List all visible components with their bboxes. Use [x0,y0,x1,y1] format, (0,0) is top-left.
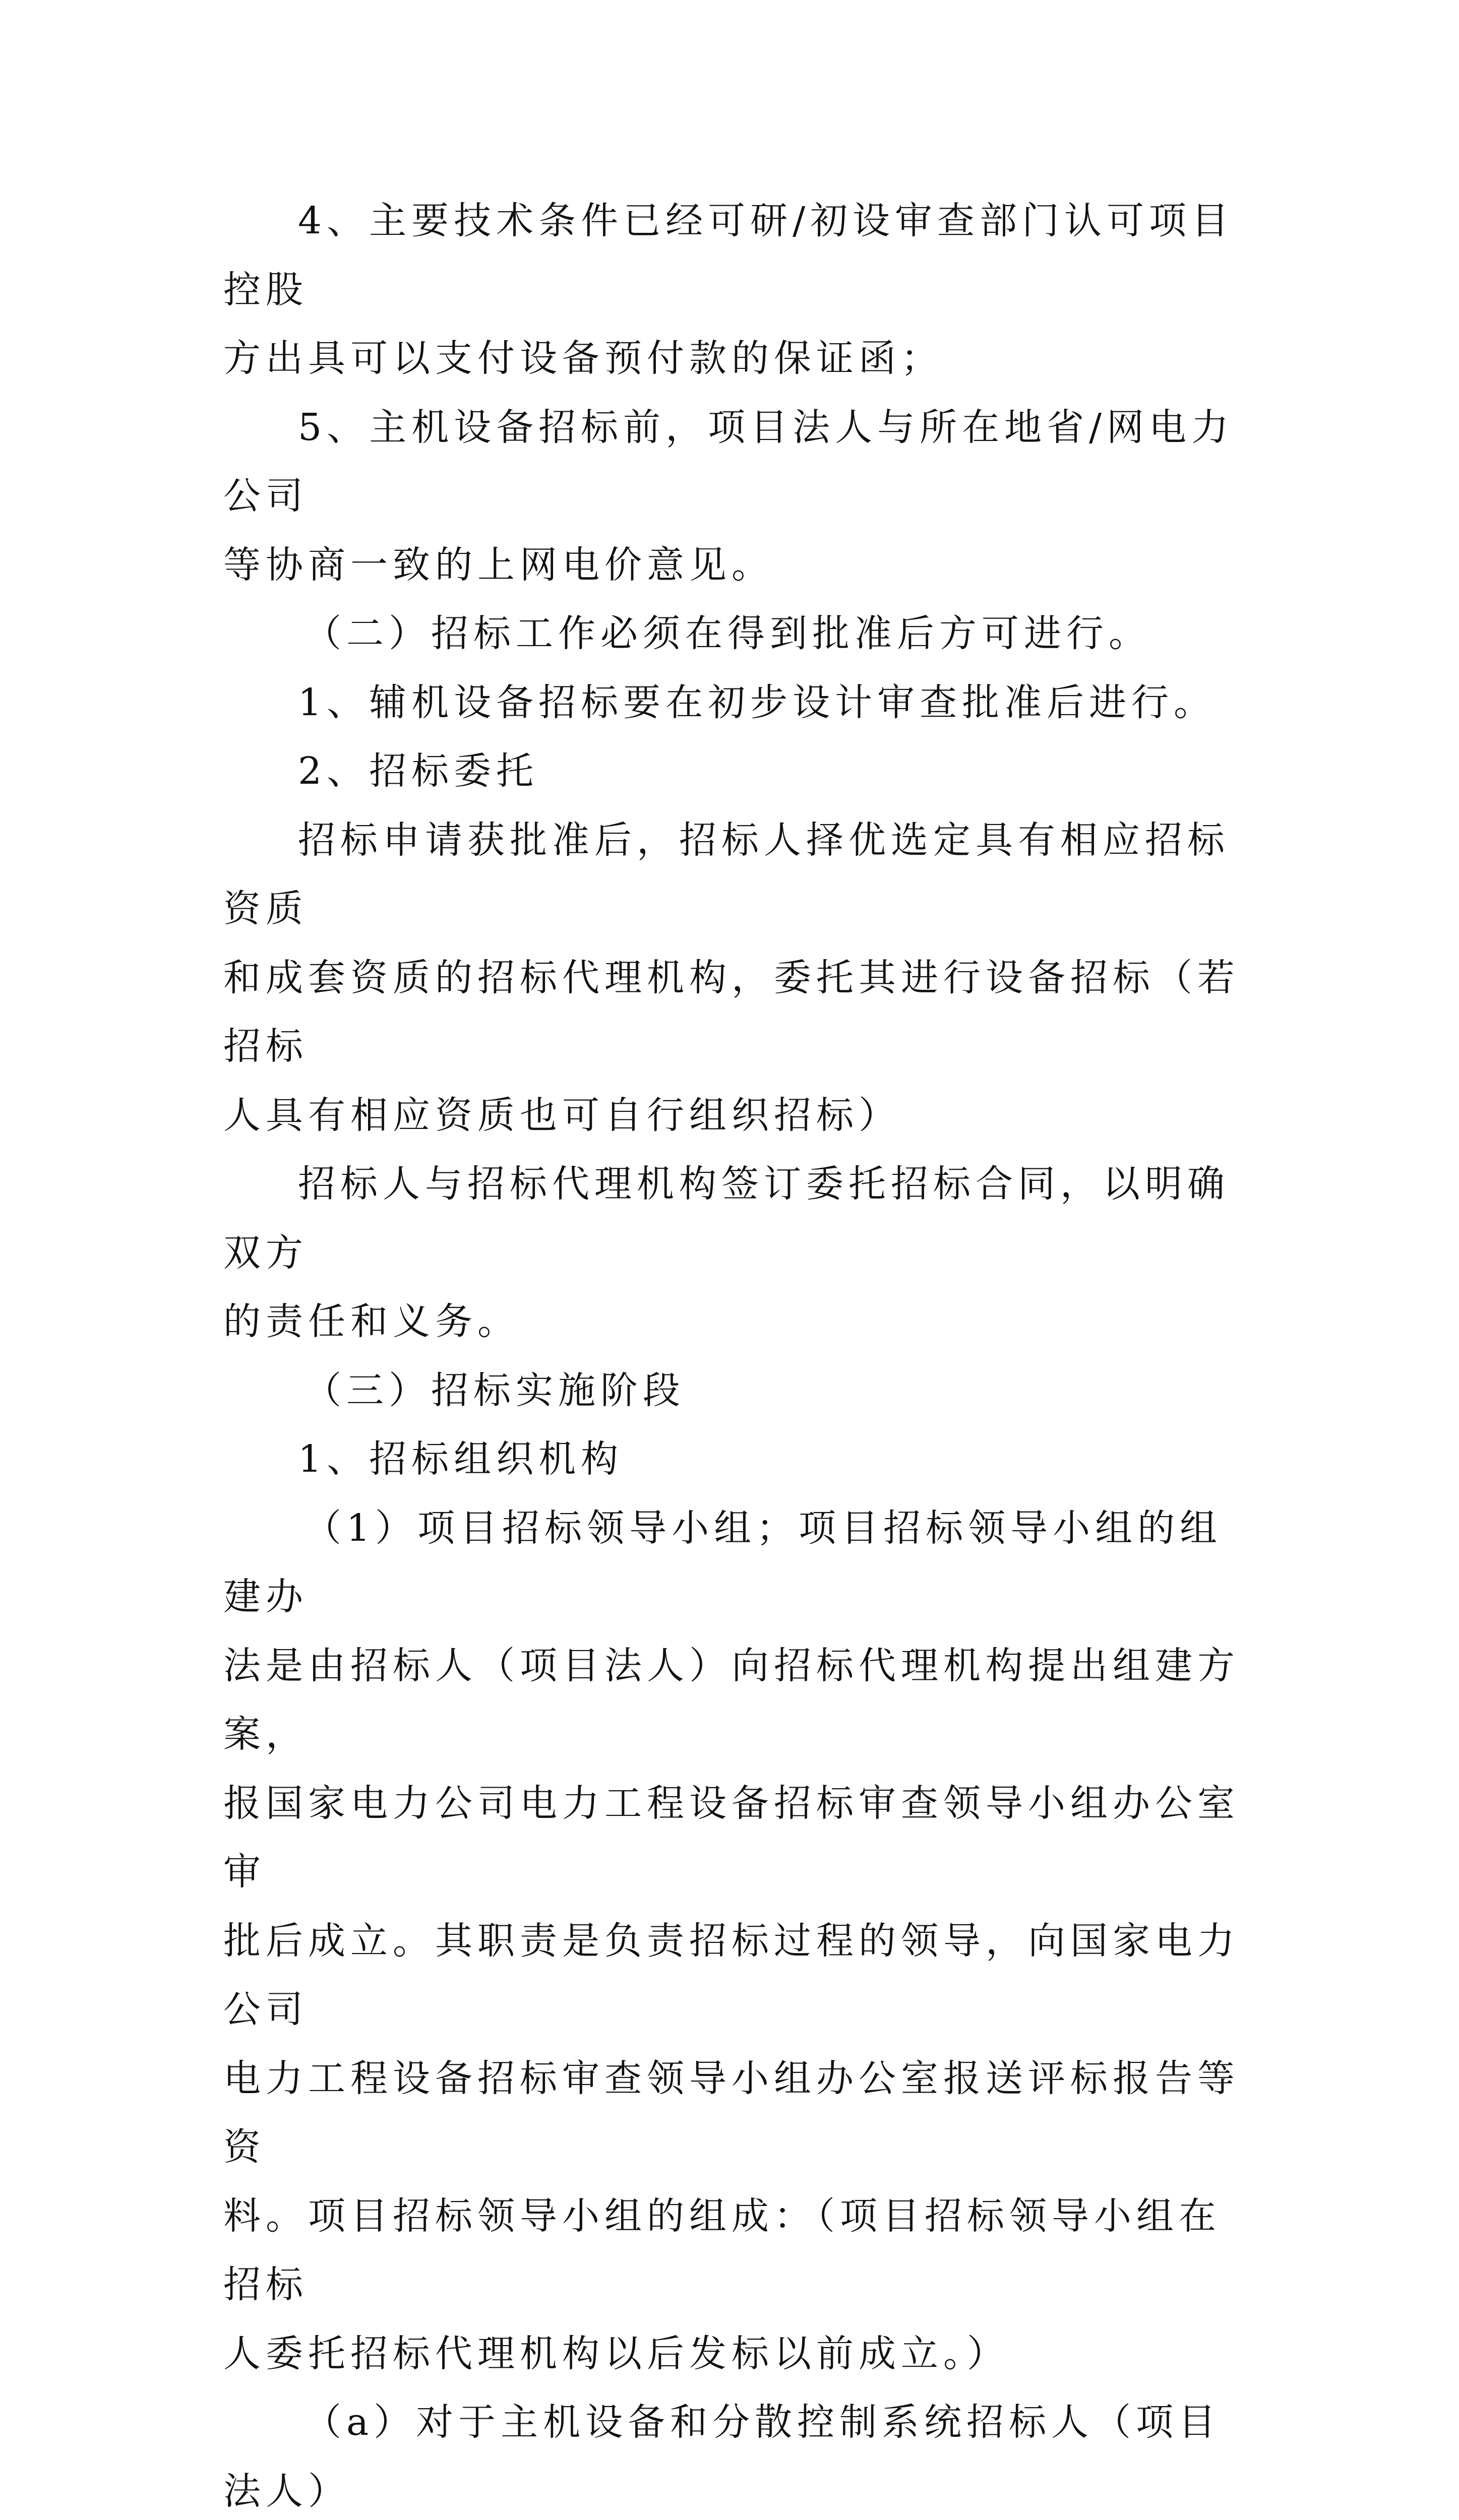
section-heading: （三）招标实施阶段 [304,1368,685,1412]
text-line: 等协商一致的上网电价意见。 [223,543,774,587]
text-line: 的责任和义务。 [223,1300,520,1343]
text-line: 招标人与招标代理机构签订委托招标合同，以明确双方 [223,1162,1230,1275]
text-line: 料。项目招标领导小组的组成：（项目招标领导小组在招标 [223,2194,1221,2306]
text-line: 1、招标组织机构 [298,1437,624,1481]
document-body [223,186,1242,2520]
text-line: （1）项目招标领导小组；项目招标领导小组的组建办 [223,1506,1223,1618]
text-line: （a）对于主机设备和分散控制系统招标人（项目法人） [223,2401,1221,2513]
text-line: 人委托招标代理机构以后发标以前成立。） [223,2332,1009,2375]
text-line: 电力工程设备招标审查领导小组办公室报送评标报告等资 [223,2056,1240,2169]
text-line: 和成套资质的招标代理机构，委托其进行设备招标（若招标 [223,956,1240,1068]
text-line: 批后成立。其职责是负责招标过程的领导，向国家电力公司 [223,1919,1240,2031]
text-line: 5、主机设备招标前，项目法人与所在地省/网电力公司 [223,405,1234,518]
text-line: 法是由招标人（项目法人）向招标代理机构提出组建方案， [223,1644,1240,1756]
text-line: 报国家电力公司电力工程设备招标审查领导小组办公室审 [223,1781,1240,1894]
text-line: 人具有相应资质也可自行组织招标） [223,1093,901,1137]
section-heading: （二）招标工作必须在得到批准后方可进行。 [304,612,1151,655]
text-line: 4、主要技术条件已经可研/初设审查部门认可项目控股 [223,199,1234,311]
text-line: 方出具可以支付设备预付款的保证函； [223,337,943,380]
text-line: 1、辅机设备招标要在初步设计审查批准后进行。 [298,680,1217,724]
text-line: 2、招标委托 [298,749,539,793]
text-line: 招标申请获批准后，招标人择优选定具有相应招标资质 [223,818,1230,930]
